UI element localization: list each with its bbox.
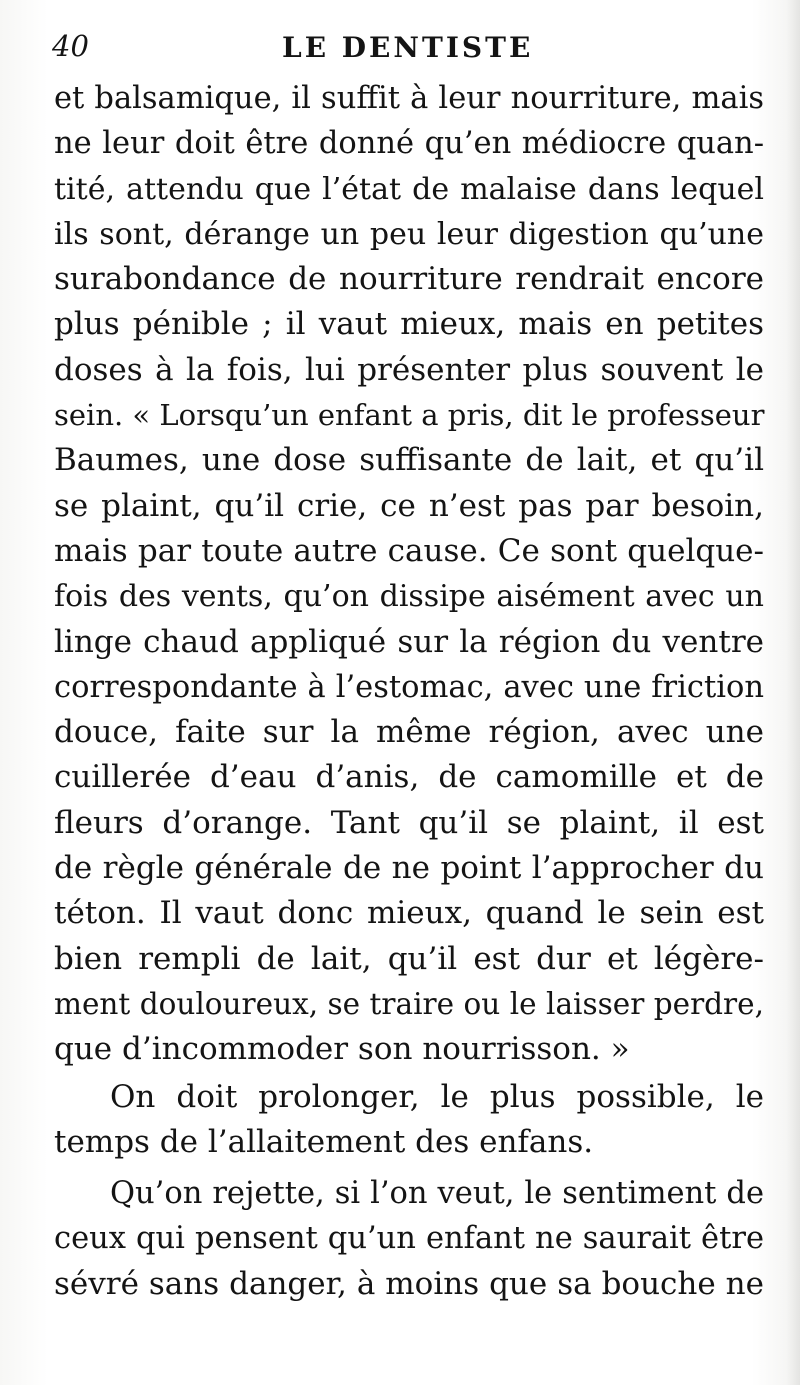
text-line: Baumes, une dose suffisante de lait, et qu’il	[54, 442, 764, 479]
page-edge-shadow	[786, 0, 800, 1385]
text-line: ment douloureux, se traire ou le laisser perdre,	[54, 986, 764, 1021]
text-line: Qu’on rejette, si l’on veut, le sentiment de	[110, 1176, 764, 1212]
page-number: 40	[52, 29, 89, 63]
text-line: fleurs d’orange. Tant qu’il se plaint, il est	[54, 804, 764, 841]
paragraph-1	[54, 76, 764, 1073]
text-line: fois des vents, qu’on dissipe aisément avec un	[54, 579, 764, 615]
text-line: mais par toute autre cause. Ce sont quelque-	[54, 532, 764, 569]
text-line: bien rempli de lait, qu’il est dur et légère-	[54, 940, 764, 977]
paragraph-2	[54, 1075, 764, 1166]
running-title: LE DENTISTE	[282, 31, 534, 64]
text-line: sein. « Lorsqu’un enfant a pris, dit le professeur	[54, 398, 765, 433]
text-line: surabondance de nourriture rendrait encore	[54, 261, 764, 298]
text-line: temps de l’allaitement des enfans.	[54, 1123, 594, 1160]
text-line: ne leur doit être donné qu’en médiocre quan-	[54, 126, 764, 162]
text-line: ceux qui pensent qu’un enfant ne saurait être	[54, 1221, 764, 1257]
paragraph-3	[54, 1171, 764, 1307]
text-line: linge chaud appliqué sur la région du ventre	[54, 623, 764, 660]
text-line: que d’incommoder son nourrisson. »	[54, 1031, 630, 1068]
text-line: téton. Il vaut donc mieux, quand le sein est	[54, 895, 764, 932]
text-line: correspondante à l’estomac, avec une friction	[54, 669, 764, 705]
text-line: douce, faite sur la même région, avec une	[54, 714, 764, 751]
text-line: doses à la fois, lui présenter plus souvent le	[54, 351, 764, 388]
text-line: se plaint, qu’il crie, ce n’est pas par besoin,	[54, 487, 764, 524]
text-line: sévré sans danger, à moins que sa bouche ne	[54, 1265, 764, 1302]
text-line: tité, attendu que l’état de malaise dans lequel	[54, 171, 764, 207]
text-line: cuillerée d’eau d’anis, de camomille et de	[54, 759, 764, 796]
body-text	[54, 76, 764, 1307]
text-line: ils sont, dérange un peu leur digestion qu’une	[54, 216, 764, 252]
page-header	[52, 26, 760, 74]
text-line: et balsamique, il suffit à leur nourriture, mais	[54, 81, 764, 116]
text-line: de règle générale de ne point l’approcher du	[54, 850, 764, 887]
text-line: On doit prolonger, le plus possible, le	[110, 1078, 764, 1115]
text-line: plus pénible ; il vaut mieux, mais en petites	[54, 306, 764, 343]
